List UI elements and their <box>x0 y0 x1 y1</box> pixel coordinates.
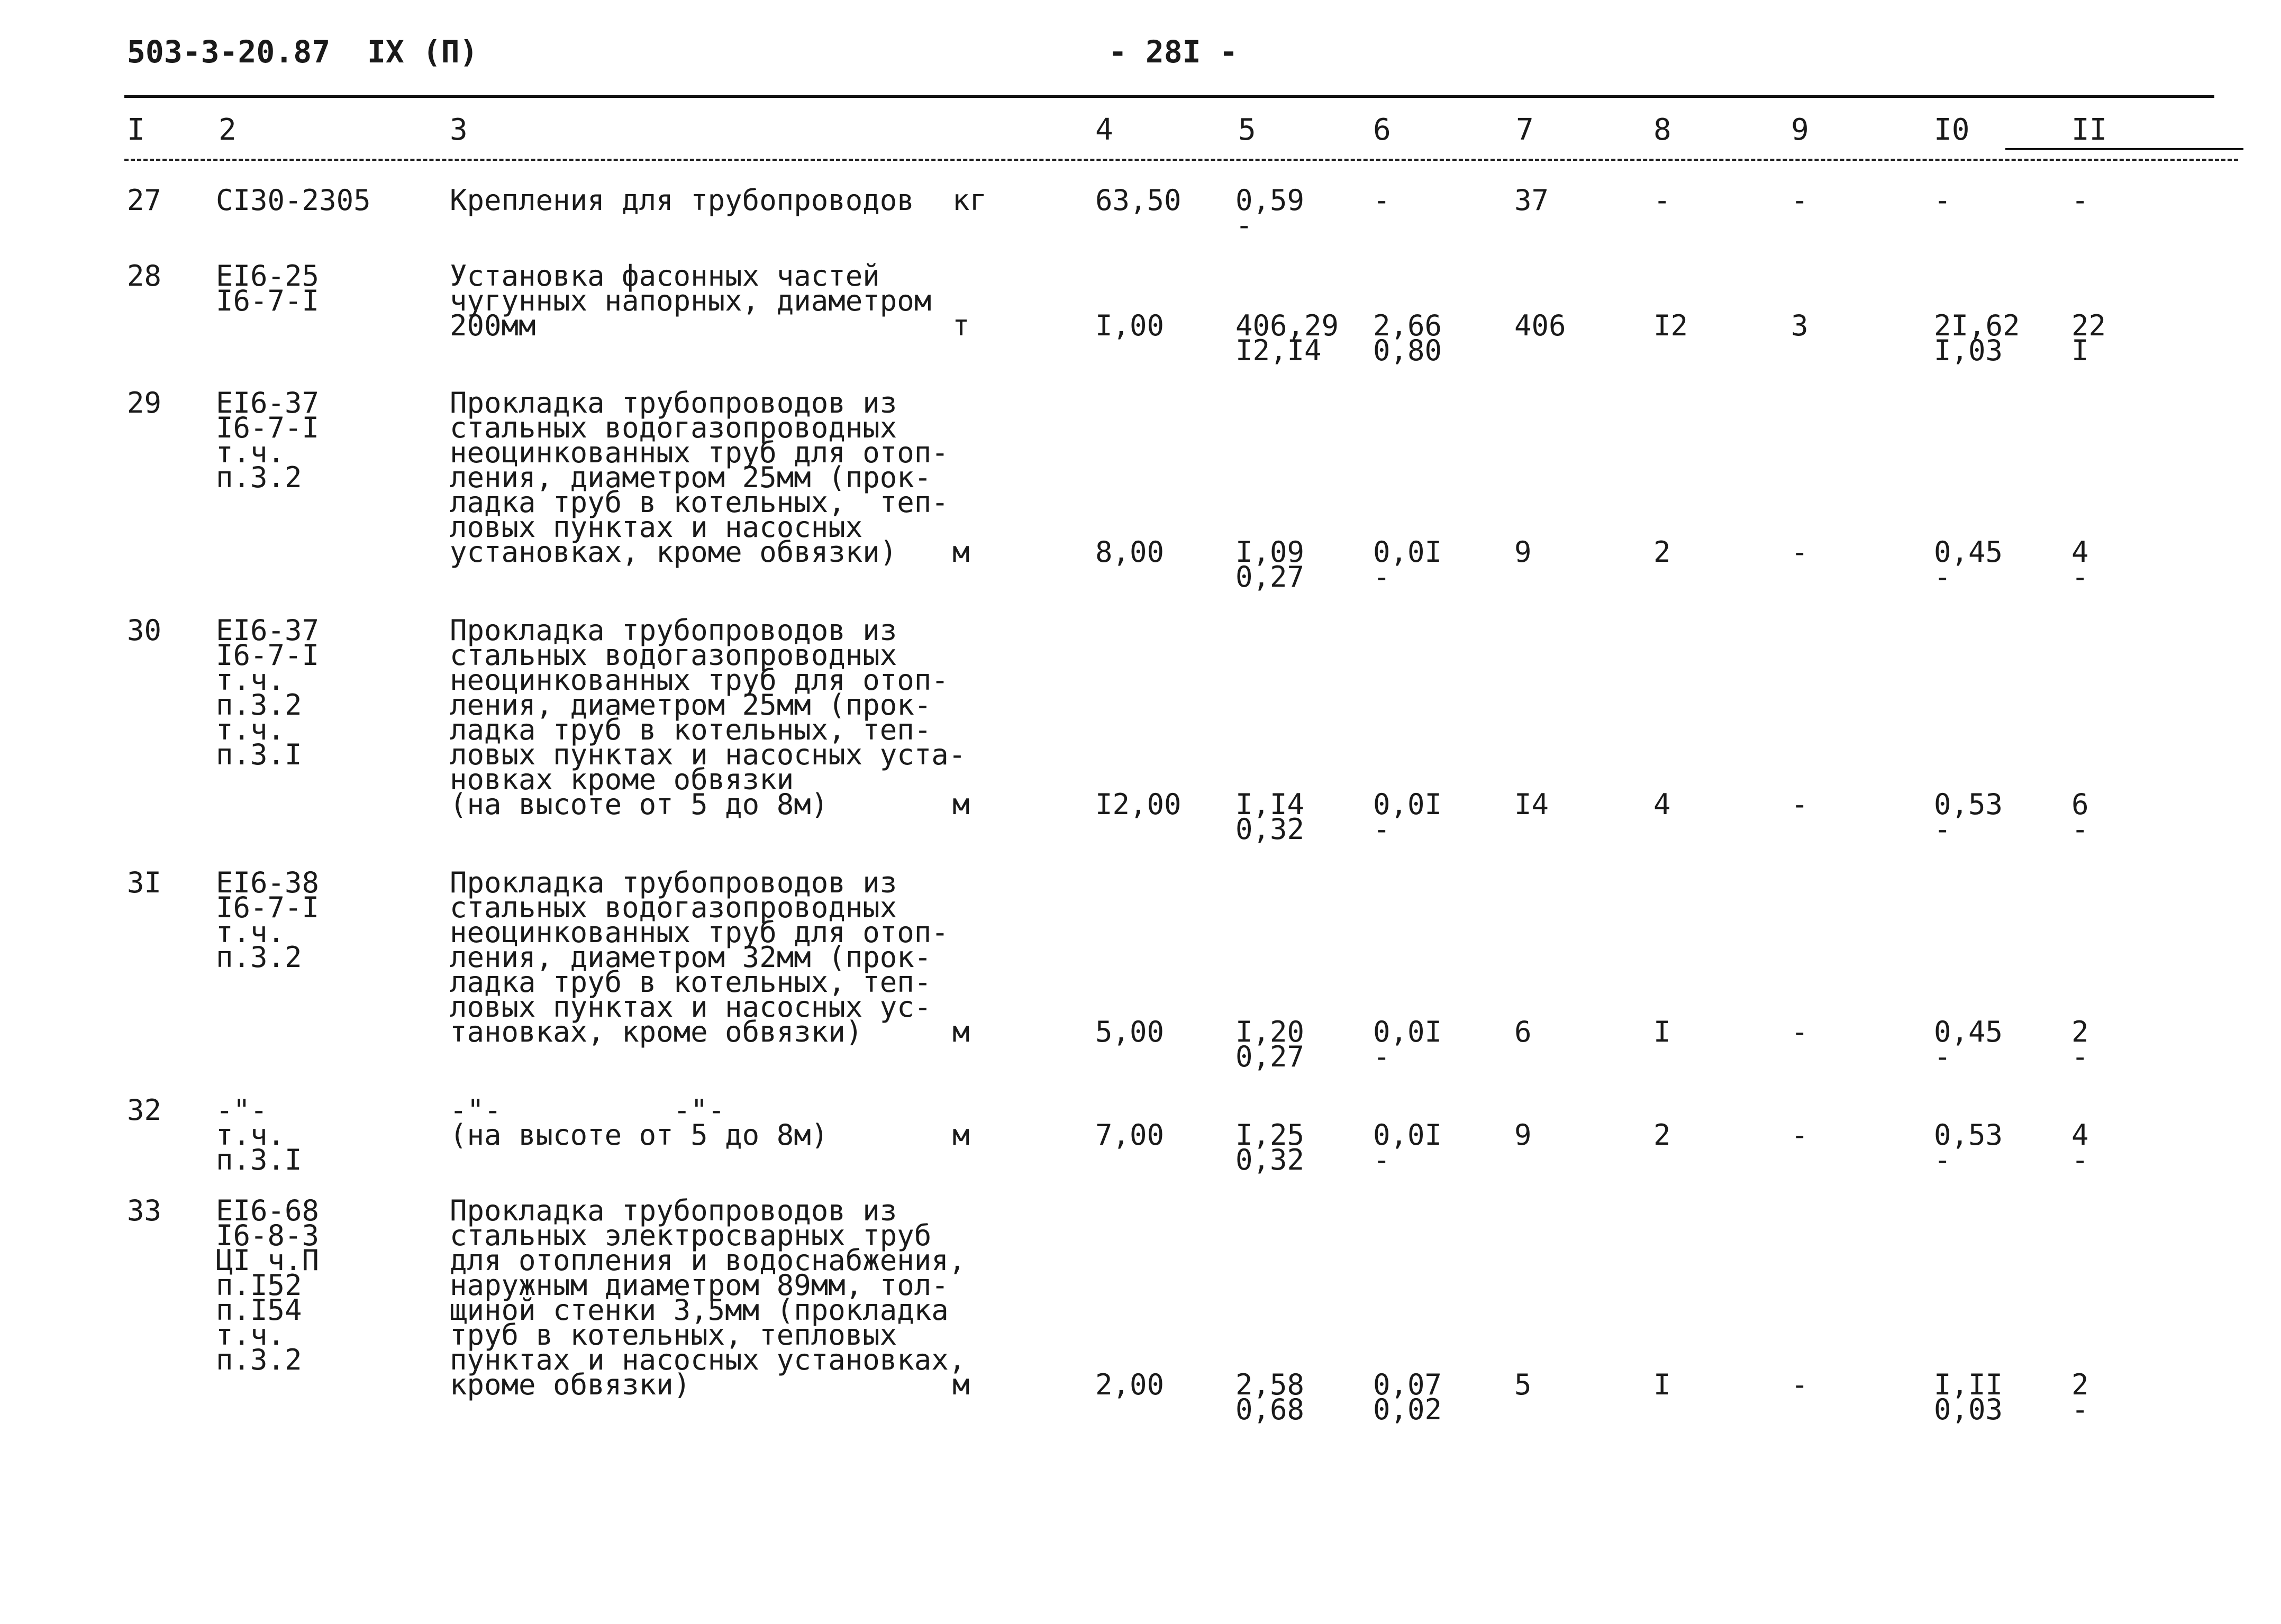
cell-c5: I2,I4 <box>1235 334 1322 367</box>
norm-code: п.3.2 <box>216 461 302 494</box>
row-number: 30 <box>127 614 162 647</box>
cell-c8: 2 <box>1653 535 1671 569</box>
norm-code: ЕI6-37 <box>216 614 320 647</box>
work-description: Крепления для трубопроводов <box>450 184 914 217</box>
header-divider-solid <box>2005 148 2243 150</box>
cell-c6: 0,80 <box>1373 334 1442 367</box>
cell-c7: I4 <box>1514 788 1549 821</box>
norm-code: т.ч. <box>216 663 285 697</box>
norm-code: I6-7-I <box>216 411 320 444</box>
cell-c7: 9 <box>1514 535 1532 569</box>
cell-c11: 2 <box>2071 1368 2089 1401</box>
cell-c6: 0,0I <box>1373 1118 1442 1152</box>
work-description: ладка труб в котельных, теп- <box>450 713 932 746</box>
quantity: 7,00 <box>1095 1118 1165 1152</box>
column-header: I0 <box>1934 113 1970 147</box>
work-description: (на высоте от 5 до 8м) <box>450 788 829 821</box>
work-description: Установка фасонных частей <box>450 259 880 293</box>
cell-c9: - <box>1791 535 1809 569</box>
work-description: ловых пунктах и насосных <box>450 510 863 544</box>
cell-c9: - <box>1791 788 1809 821</box>
work-description: чугунных напорных, диаметром <box>450 284 932 317</box>
cell-c10: - <box>1934 1143 1951 1176</box>
norm-code: ЕI6-38 <box>216 866 320 899</box>
work-description: установках, кроме обвязки) <box>450 535 897 569</box>
cell-c5: 0,59 <box>1235 184 1305 217</box>
cell-c10: 0,53 <box>1934 1118 2003 1152</box>
unit: м <box>952 1368 970 1401</box>
row-number: 29 <box>127 386 162 419</box>
cell-c9: - <box>1791 1118 1809 1152</box>
column-header: 6 <box>1373 113 1391 147</box>
cell-c8: 4 <box>1653 788 1671 821</box>
work-description: неоцинкованных труб для отоп- <box>450 663 949 697</box>
cell-c5: I,20 <box>1235 1015 1305 1048</box>
work-description: 200мм <box>450 309 536 342</box>
quantity: 8,00 <box>1095 535 1165 569</box>
cell-c10: 0,03 <box>1934 1393 2003 1426</box>
norm-code: п.I52 <box>216 1269 302 1302</box>
cell-c5: 0,27 <box>1235 560 1305 594</box>
cell-c11: I <box>2071 334 2089 367</box>
cell-c6: - <box>1373 184 1391 217</box>
cell-c11: - <box>2071 1143 2089 1176</box>
work-description: пунктах и насосных установках, <box>450 1343 966 1376</box>
work-description: (на высоте от 5 до 8м) <box>450 1118 829 1152</box>
work-description: наружным диаметром 89мм, тол- <box>450 1269 949 1302</box>
column-header: 7 <box>1516 113 1534 147</box>
cell-c5: 0,32 <box>1235 813 1305 846</box>
work-description: ладка труб в котельных, теп- <box>450 486 949 519</box>
unit: т <box>952 309 970 342</box>
cell-c11: - <box>2071 184 2089 217</box>
header-divider <box>124 159 2238 161</box>
norm-code: т.ч. <box>216 1118 285 1152</box>
norm-code: I6-7-I <box>216 284 320 317</box>
work-description: щиной стенки 3,5мм (прокладка <box>450 1293 949 1327</box>
norm-code: п.3.2 <box>216 688 302 722</box>
cell-c10: I,II <box>1934 1368 2003 1401</box>
cell-c5: 406,29 <box>1235 309 1339 342</box>
work-description: неоцинкованных труб для отоп- <box>450 436 949 469</box>
column-header: 2 <box>219 113 237 147</box>
quantity: I,00 <box>1095 309 1165 342</box>
cell-c11: 6 <box>2071 788 2089 821</box>
work-description: неоцинкованных труб для отоп- <box>450 916 949 949</box>
norm-code: ЕI6-25 <box>216 259 320 293</box>
cell-c7: 9 <box>1514 1118 1532 1152</box>
cell-c6: 0,0I <box>1373 1015 1442 1048</box>
norm-code: т.ч. <box>216 1318 285 1352</box>
cell-c11: - <box>2071 1040 2089 1073</box>
unit: м <box>952 788 970 821</box>
cell-c7: 37 <box>1514 184 1549 217</box>
column-header: 3 <box>450 113 468 147</box>
cell-c5: 2,58 <box>1235 1368 1305 1401</box>
cell-c6: 0,0I <box>1373 788 1442 821</box>
unit: м <box>952 535 970 569</box>
norm-code: ЕI6-37 <box>216 386 320 419</box>
quantity: 63,50 <box>1095 184 1182 217</box>
cell-c8: I <box>1653 1015 1671 1048</box>
cell-c10: I,03 <box>1934 334 2003 367</box>
norm-code: СI30-2305 <box>216 184 371 217</box>
column-header: 8 <box>1653 113 1671 147</box>
cell-c5: 0,32 <box>1235 1143 1305 1176</box>
cell-c10: - <box>1934 184 1951 217</box>
cell-c7: 6 <box>1514 1015 1532 1048</box>
work-description: тановках, кроме обвязки) <box>450 1015 863 1048</box>
work-description: кроме обвязки) <box>450 1368 691 1401</box>
norm-code: п.3.I <box>216 1143 302 1176</box>
norm-code: ЦI ч.П <box>216 1244 320 1277</box>
cell-c8: - <box>1653 184 1671 217</box>
cell-c8: I2 <box>1653 309 1688 342</box>
cell-c6: - <box>1373 560 1391 594</box>
work-description: труб в котельных, тепловых <box>450 1318 897 1352</box>
cell-c5: 0,27 <box>1235 1040 1305 1073</box>
cell-c6: 0,07 <box>1373 1368 1442 1401</box>
work-description: Прокладка трубопроводов из <box>450 866 897 899</box>
work-description: для отопления и водоснабжения, <box>450 1244 966 1277</box>
quantity: I2,00 <box>1095 788 1182 821</box>
unit: м <box>952 1015 970 1048</box>
cell-c6: - <box>1373 813 1391 846</box>
norm-code: I6-7-I <box>216 638 320 672</box>
cell-c7: 5 <box>1514 1368 1532 1401</box>
row-number: 32 <box>127 1093 162 1127</box>
work-description: стальных электросварных труб <box>450 1219 932 1252</box>
cell-c10: 2I,62 <box>1934 309 2020 342</box>
norm-code: т.ч. <box>216 436 285 469</box>
cell-c6: 0,02 <box>1373 1393 1442 1426</box>
row-number: 3I <box>127 866 162 899</box>
cell-c11: - <box>2071 560 2089 594</box>
cell-c5: I,I4 <box>1235 788 1305 821</box>
norm-code: -"- <box>216 1093 268 1127</box>
column-header: I <box>127 113 145 147</box>
row-number: 28 <box>127 259 162 293</box>
norm-code: п.3.2 <box>216 1343 302 1376</box>
column-header: II <box>2071 113 2107 147</box>
cell-c10: 0,53 <box>1934 788 2003 821</box>
norm-code: т.ч. <box>216 916 285 949</box>
cell-c9: - <box>1791 184 1809 217</box>
cell-c9: 3 <box>1791 309 1809 342</box>
norm-code: п.3.I <box>216 738 302 771</box>
column-header: 5 <box>1238 113 1256 147</box>
cell-c6: - <box>1373 1040 1391 1073</box>
cell-c11: 4 <box>2071 1118 2089 1152</box>
work-description: стальных водогазопроводных <box>450 638 897 672</box>
work-description: Прокладка трубопроводов из <box>450 614 897 647</box>
cell-c11: - <box>2071 813 2089 846</box>
cell-c6: - <box>1373 1143 1391 1176</box>
cell-c11: 2 <box>2071 1015 2089 1048</box>
norm-code: т.ч. <box>216 713 285 746</box>
work-description: ления, диаметром 25мм (прок- <box>450 688 932 722</box>
cell-c9: - <box>1791 1368 1809 1401</box>
cell-c11: - <box>2071 1393 2089 1426</box>
cell-c10: - <box>1934 813 1951 846</box>
cell-c5: 0,68 <box>1235 1393 1305 1426</box>
work-description: стальных водогазопроводных <box>450 411 897 444</box>
work-description: ловых пунктах и насосных уста- <box>450 738 966 771</box>
work-description: Прокладка трубопроводов из <box>450 1194 897 1227</box>
row-number: 27 <box>127 184 162 217</box>
cell-c10: - <box>1934 1040 1951 1073</box>
document-code: 503-3-20.87 IX (П) <box>127 34 478 70</box>
cell-c8: 2 <box>1653 1118 1671 1152</box>
cell-c9: - <box>1791 1015 1809 1048</box>
row-number: 33 <box>127 1194 162 1227</box>
column-header: 9 <box>1791 113 1809 147</box>
norm-code: I6-7-I <box>216 891 320 924</box>
cell-c11: 22 <box>2071 309 2106 342</box>
cell-c6: 0,0I <box>1373 535 1442 569</box>
cell-c6: 2,66 <box>1373 309 1442 342</box>
column-header: 4 <box>1095 113 1113 147</box>
work-description: новках кроме обвязки <box>450 763 794 796</box>
work-description: ления, диаметром 25мм (прок- <box>450 461 932 494</box>
cell-c10: 0,45 <box>1934 535 2003 569</box>
page-number: - 28I - <box>1108 34 1238 70</box>
work-description: Прокладка трубопроводов из <box>450 386 897 419</box>
norm-code: I6-8-3 <box>216 1219 320 1252</box>
top-rule <box>124 95 2214 98</box>
unit: кг <box>952 184 987 217</box>
norm-code: п.3.2 <box>216 941 302 974</box>
work-description: -"- -"- <box>450 1093 725 1127</box>
unit: м <box>952 1118 970 1152</box>
cell-c11: 4 <box>2071 535 2089 569</box>
quantity: 5,00 <box>1095 1015 1165 1048</box>
cell-c10: 0,45 <box>1934 1015 2003 1048</box>
norm-code: п.I54 <box>216 1293 302 1327</box>
quantity: 2,00 <box>1095 1368 1165 1401</box>
norm-code: ЕI6-68 <box>216 1194 320 1227</box>
cell-c8: I <box>1653 1368 1671 1401</box>
cell-c5: I,09 <box>1235 535 1305 569</box>
cell-c5: - <box>1235 208 1253 242</box>
cell-c10: - <box>1934 560 1951 594</box>
work-description: ления, диаметром 32мм (прок- <box>450 941 932 974</box>
work-description: стальных водогазопроводных <box>450 891 897 924</box>
work-description: ловых пунктах и насосных ус- <box>450 990 932 1024</box>
work-description: ладка труб в котельных, теп- <box>450 965 932 999</box>
cell-c7: 406 <box>1514 309 1566 342</box>
cell-c5: I,25 <box>1235 1118 1305 1152</box>
